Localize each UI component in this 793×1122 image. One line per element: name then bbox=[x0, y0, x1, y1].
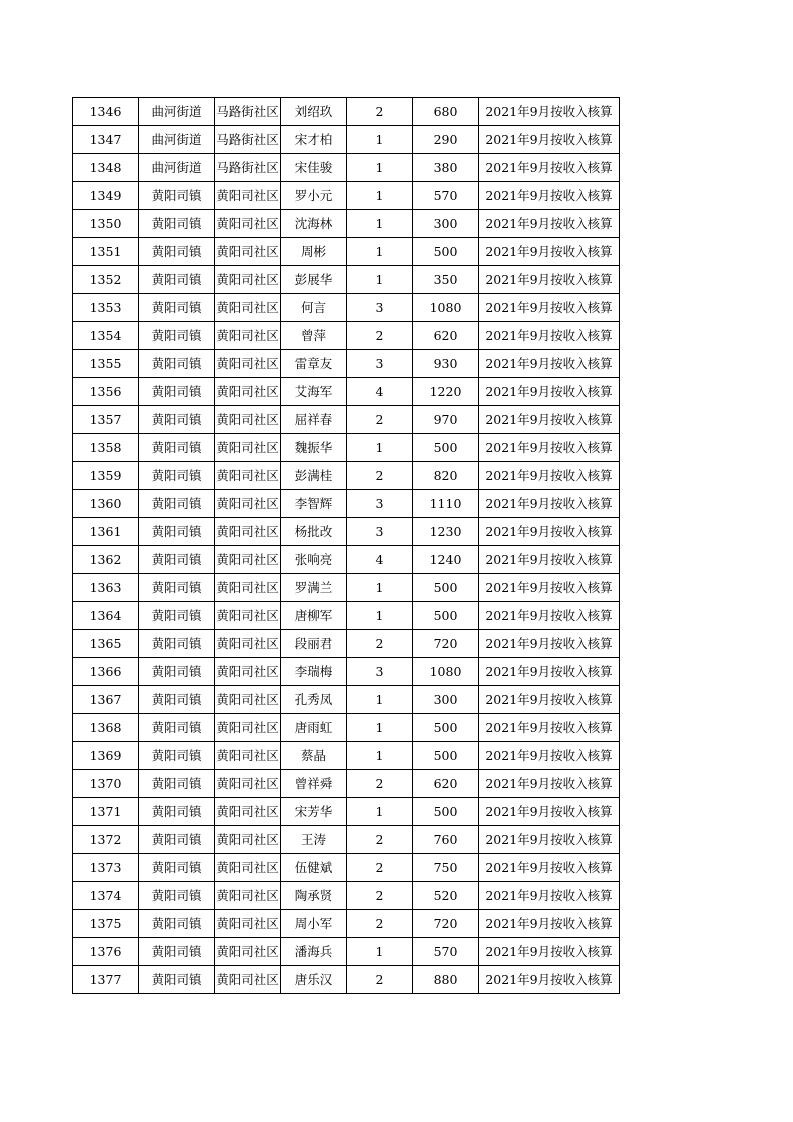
cell-note: 2021年9月按收入核算 bbox=[479, 574, 620, 602]
cell-community: 黄阳司社区 bbox=[215, 406, 281, 434]
cell-amount: 380 bbox=[413, 154, 479, 182]
table-row bbox=[73, 966, 620, 994]
cell-name: 曾萍 bbox=[281, 322, 347, 350]
table-row bbox=[73, 322, 620, 350]
cell-household-count: 1 bbox=[347, 686, 413, 714]
table-row bbox=[73, 350, 620, 378]
table-row bbox=[73, 742, 620, 770]
cell-name: 艾海军 bbox=[281, 378, 347, 406]
cell-amount: 1240 bbox=[413, 546, 479, 574]
cell-name: 杨批改 bbox=[281, 518, 347, 546]
cell-amount: 930 bbox=[413, 350, 479, 378]
cell-amount: 350 bbox=[413, 266, 479, 294]
cell-serial-number: 1375 bbox=[73, 910, 139, 938]
cell-name: 彭展华 bbox=[281, 266, 347, 294]
table-row bbox=[73, 462, 620, 490]
cell-serial-number: 1366 bbox=[73, 658, 139, 686]
cell-household-count: 2 bbox=[347, 910, 413, 938]
cell-name: 宋才柏 bbox=[281, 126, 347, 154]
cell-amount: 880 bbox=[413, 966, 479, 994]
cell-name: 魏振华 bbox=[281, 434, 347, 462]
cell-community: 黄阳司社区 bbox=[215, 770, 281, 798]
cell-amount: 1080 bbox=[413, 658, 479, 686]
cell-note: 2021年9月按收入核算 bbox=[479, 854, 620, 882]
cell-town: 黄阳司镇 bbox=[139, 630, 215, 658]
cell-serial-number: 1364 bbox=[73, 602, 139, 630]
cell-town: 黄阳司镇 bbox=[139, 742, 215, 770]
cell-community: 黄阳司社区 bbox=[215, 798, 281, 826]
cell-household-count: 1 bbox=[347, 238, 413, 266]
cell-household-count: 1 bbox=[347, 742, 413, 770]
cell-household-count: 1 bbox=[347, 154, 413, 182]
cell-household-count: 1 bbox=[347, 798, 413, 826]
cell-town: 黄阳司镇 bbox=[139, 798, 215, 826]
cell-serial-number: 1356 bbox=[73, 378, 139, 406]
cell-community: 黄阳司社区 bbox=[215, 742, 281, 770]
cell-town: 黄阳司镇 bbox=[139, 490, 215, 518]
cell-name: 刘绍玖 bbox=[281, 98, 347, 126]
cell-note: 2021年9月按收入核算 bbox=[479, 686, 620, 714]
cell-serial-number: 1361 bbox=[73, 518, 139, 546]
cell-name: 雷章友 bbox=[281, 350, 347, 378]
cell-household-count: 2 bbox=[347, 854, 413, 882]
cell-town: 黄阳司镇 bbox=[139, 238, 215, 266]
cell-household-count: 1 bbox=[347, 714, 413, 742]
cell-amount: 290 bbox=[413, 126, 479, 154]
cell-household-count: 2 bbox=[347, 966, 413, 994]
table-row bbox=[73, 630, 620, 658]
cell-amount: 500 bbox=[413, 798, 479, 826]
cell-town: 黄阳司镇 bbox=[139, 210, 215, 238]
cell-note: 2021年9月按收入核算 bbox=[479, 658, 620, 686]
cell-household-count: 3 bbox=[347, 518, 413, 546]
cell-serial-number: 1369 bbox=[73, 742, 139, 770]
cell-household-count: 3 bbox=[347, 350, 413, 378]
table-row bbox=[73, 686, 620, 714]
cell-note: 2021年9月按收入核算 bbox=[479, 210, 620, 238]
cell-serial-number: 1360 bbox=[73, 490, 139, 518]
cell-household-count: 1 bbox=[347, 434, 413, 462]
cell-serial-number: 1373 bbox=[73, 854, 139, 882]
cell-name: 唐雨虹 bbox=[281, 714, 347, 742]
cell-town: 黄阳司镇 bbox=[139, 518, 215, 546]
cell-community: 黄阳司社区 bbox=[215, 602, 281, 630]
cell-household-count: 4 bbox=[347, 546, 413, 574]
cell-household-count: 1 bbox=[347, 602, 413, 630]
cell-community: 黄阳司社区 bbox=[215, 518, 281, 546]
cell-note: 2021年9月按收入核算 bbox=[479, 770, 620, 798]
cell-community: 黄阳司社区 bbox=[215, 854, 281, 882]
table-row bbox=[73, 266, 620, 294]
cell-serial-number: 1376 bbox=[73, 938, 139, 966]
cell-amount: 1080 bbox=[413, 294, 479, 322]
cell-amount: 570 bbox=[413, 938, 479, 966]
cell-name: 陶承贤 bbox=[281, 882, 347, 910]
cell-community: 马路街社区 bbox=[215, 126, 281, 154]
cell-serial-number: 1374 bbox=[73, 882, 139, 910]
cell-community: 黄阳司社区 bbox=[215, 630, 281, 658]
cell-serial-number: 1371 bbox=[73, 798, 139, 826]
table-row bbox=[73, 714, 620, 742]
cell-household-count: 3 bbox=[347, 490, 413, 518]
table-row bbox=[73, 826, 620, 854]
cell-community: 黄阳司社区 bbox=[215, 686, 281, 714]
cell-household-count: 2 bbox=[347, 770, 413, 798]
cell-town: 黄阳司镇 bbox=[139, 294, 215, 322]
cell-community: 黄阳司社区 bbox=[215, 182, 281, 210]
cell-amount: 620 bbox=[413, 770, 479, 798]
cell-name: 潘海兵 bbox=[281, 938, 347, 966]
cell-name: 伍健斌 bbox=[281, 854, 347, 882]
cell-town: 黄阳司镇 bbox=[139, 434, 215, 462]
cell-amount: 720 bbox=[413, 630, 479, 658]
table-row bbox=[73, 378, 620, 406]
cell-note: 2021年9月按收入核算 bbox=[479, 182, 620, 210]
cell-amount: 500 bbox=[413, 742, 479, 770]
cell-serial-number: 1363 bbox=[73, 574, 139, 602]
table-row bbox=[73, 182, 620, 210]
cell-serial-number: 1348 bbox=[73, 154, 139, 182]
cell-name: 罗满兰 bbox=[281, 574, 347, 602]
table-row bbox=[73, 154, 620, 182]
cell-name: 罗小元 bbox=[281, 182, 347, 210]
cell-note: 2021年9月按收入核算 bbox=[479, 602, 620, 630]
cell-town: 黄阳司镇 bbox=[139, 322, 215, 350]
cell-town: 黄阳司镇 bbox=[139, 826, 215, 854]
cell-town: 黄阳司镇 bbox=[139, 574, 215, 602]
cell-household-count: 2 bbox=[347, 406, 413, 434]
cell-serial-number: 1365 bbox=[73, 630, 139, 658]
cell-amount: 500 bbox=[413, 238, 479, 266]
cell-town: 黄阳司镇 bbox=[139, 770, 215, 798]
cell-note: 2021年9月按收入核算 bbox=[479, 798, 620, 826]
cell-name: 何言 bbox=[281, 294, 347, 322]
cell-note: 2021年9月按收入核算 bbox=[479, 322, 620, 350]
cell-town: 黄阳司镇 bbox=[139, 966, 215, 994]
cell-name: 屈祥春 bbox=[281, 406, 347, 434]
table-row bbox=[73, 210, 620, 238]
table-row bbox=[73, 854, 620, 882]
cell-amount: 520 bbox=[413, 882, 479, 910]
table-row bbox=[73, 938, 620, 966]
cell-household-count: 2 bbox=[347, 322, 413, 350]
cell-household-count: 2 bbox=[347, 826, 413, 854]
cell-household-count: 1 bbox=[347, 938, 413, 966]
table-row bbox=[73, 602, 620, 630]
table-row bbox=[73, 770, 620, 798]
table-row bbox=[73, 882, 620, 910]
table-row bbox=[73, 126, 620, 154]
cell-note: 2021年9月按收入核算 bbox=[479, 378, 620, 406]
cell-name: 周小军 bbox=[281, 910, 347, 938]
cell-note: 2021年9月按收入核算 bbox=[479, 910, 620, 938]
cell-town: 黄阳司镇 bbox=[139, 882, 215, 910]
cell-community: 黄阳司社区 bbox=[215, 322, 281, 350]
cell-community: 黄阳司社区 bbox=[215, 210, 281, 238]
cell-town: 黄阳司镇 bbox=[139, 938, 215, 966]
cell-town: 黄阳司镇 bbox=[139, 714, 215, 742]
cell-note: 2021年9月按收入核算 bbox=[479, 462, 620, 490]
cell-amount: 500 bbox=[413, 574, 479, 602]
cell-community: 黄阳司社区 bbox=[215, 350, 281, 378]
cell-community: 黄阳司社区 bbox=[215, 490, 281, 518]
cell-serial-number: 1355 bbox=[73, 350, 139, 378]
cell-town: 黄阳司镇 bbox=[139, 462, 215, 490]
cell-note: 2021年9月按收入核算 bbox=[479, 98, 620, 126]
cell-community: 黄阳司社区 bbox=[215, 938, 281, 966]
cell-note: 2021年9月按收入核算 bbox=[479, 742, 620, 770]
cell-community: 黄阳司社区 bbox=[215, 462, 281, 490]
cell-town: 曲河街道 bbox=[139, 126, 215, 154]
cell-serial-number: 1346 bbox=[73, 98, 139, 126]
cell-note: 2021年9月按收入核算 bbox=[479, 966, 620, 994]
cell-note: 2021年9月按收入核算 bbox=[479, 518, 620, 546]
cell-amount: 570 bbox=[413, 182, 479, 210]
table-row bbox=[73, 574, 620, 602]
cell-amount: 500 bbox=[413, 602, 479, 630]
table-row bbox=[73, 490, 620, 518]
cell-name: 彭满桂 bbox=[281, 462, 347, 490]
cell-name: 唐乐汉 bbox=[281, 966, 347, 994]
cell-serial-number: 1372 bbox=[73, 826, 139, 854]
cell-serial-number: 1368 bbox=[73, 714, 139, 742]
cell-household-count: 1 bbox=[347, 210, 413, 238]
cell-community: 马路街社区 bbox=[215, 98, 281, 126]
cell-town: 黄阳司镇 bbox=[139, 854, 215, 882]
cell-town: 黄阳司镇 bbox=[139, 602, 215, 630]
cell-community: 黄阳司社区 bbox=[215, 910, 281, 938]
cell-amount: 1230 bbox=[413, 518, 479, 546]
cell-amount: 680 bbox=[413, 98, 479, 126]
cell-serial-number: 1350 bbox=[73, 210, 139, 238]
cell-note: 2021年9月按收入核算 bbox=[479, 882, 620, 910]
cell-name: 李智辉 bbox=[281, 490, 347, 518]
cell-note: 2021年9月按收入核算 bbox=[479, 630, 620, 658]
cell-serial-number: 1353 bbox=[73, 294, 139, 322]
cell-community: 黄阳司社区 bbox=[215, 546, 281, 574]
cell-household-count: 4 bbox=[347, 378, 413, 406]
cell-amount: 500 bbox=[413, 434, 479, 462]
cell-serial-number: 1358 bbox=[73, 434, 139, 462]
cell-name: 李瑞梅 bbox=[281, 658, 347, 686]
cell-serial-number: 1347 bbox=[73, 126, 139, 154]
cell-serial-number: 1354 bbox=[73, 322, 139, 350]
table-row bbox=[73, 406, 620, 434]
cell-town: 黄阳司镇 bbox=[139, 546, 215, 574]
cell-name: 宋佳骏 bbox=[281, 154, 347, 182]
table-row bbox=[73, 518, 620, 546]
cell-serial-number: 1349 bbox=[73, 182, 139, 210]
cell-name: 张响亮 bbox=[281, 546, 347, 574]
cell-name: 王涛 bbox=[281, 826, 347, 854]
table-row bbox=[73, 98, 620, 126]
cell-note: 2021年9月按收入核算 bbox=[479, 154, 620, 182]
cell-amount: 720 bbox=[413, 910, 479, 938]
cell-community: 黄阳司社区 bbox=[215, 714, 281, 742]
cell-amount: 620 bbox=[413, 322, 479, 350]
cell-note: 2021年9月按收入核算 bbox=[479, 294, 620, 322]
cell-town: 黄阳司镇 bbox=[139, 350, 215, 378]
cell-note: 2021年9月按收入核算 bbox=[479, 126, 620, 154]
cell-serial-number: 1357 bbox=[73, 406, 139, 434]
cell-community: 黄阳司社区 bbox=[215, 378, 281, 406]
cell-household-count: 1 bbox=[347, 126, 413, 154]
cell-household-count: 2 bbox=[347, 882, 413, 910]
cell-household-count: 3 bbox=[347, 294, 413, 322]
cell-community: 黄阳司社区 bbox=[215, 826, 281, 854]
cell-community: 黄阳司社区 bbox=[215, 434, 281, 462]
cell-town: 黄阳司镇 bbox=[139, 406, 215, 434]
cell-town: 黄阳司镇 bbox=[139, 182, 215, 210]
cell-town: 黄阳司镇 bbox=[139, 910, 215, 938]
cell-town: 曲河街道 bbox=[139, 154, 215, 182]
cell-town: 曲河街道 bbox=[139, 98, 215, 126]
cell-serial-number: 1377 bbox=[73, 966, 139, 994]
cell-town: 黄阳司镇 bbox=[139, 266, 215, 294]
cell-serial-number: 1359 bbox=[73, 462, 139, 490]
cell-name: 周彬 bbox=[281, 238, 347, 266]
cell-community: 黄阳司社区 bbox=[215, 574, 281, 602]
cell-town: 黄阳司镇 bbox=[139, 378, 215, 406]
cell-note: 2021年9月按收入核算 bbox=[479, 238, 620, 266]
cell-name: 宋芳华 bbox=[281, 798, 347, 826]
cell-household-count: 1 bbox=[347, 182, 413, 210]
table-row bbox=[73, 546, 620, 574]
cell-community: 黄阳司社区 bbox=[215, 294, 281, 322]
cell-amount: 750 bbox=[413, 854, 479, 882]
cell-amount: 760 bbox=[413, 826, 479, 854]
cell-serial-number: 1351 bbox=[73, 238, 139, 266]
cell-amount: 300 bbox=[413, 210, 479, 238]
cell-community: 马路街社区 bbox=[215, 154, 281, 182]
table-row bbox=[73, 294, 620, 322]
cell-note: 2021年9月按收入核算 bbox=[479, 350, 620, 378]
cell-note: 2021年9月按收入核算 bbox=[479, 938, 620, 966]
cell-serial-number: 1370 bbox=[73, 770, 139, 798]
cell-note: 2021年9月按收入核算 bbox=[479, 406, 620, 434]
cell-household-count: 1 bbox=[347, 574, 413, 602]
cell-note: 2021年9月按收入核算 bbox=[479, 546, 620, 574]
cell-note: 2021年9月按收入核算 bbox=[479, 714, 620, 742]
cell-community: 黄阳司社区 bbox=[215, 266, 281, 294]
table-row bbox=[73, 238, 620, 266]
cell-amount: 300 bbox=[413, 686, 479, 714]
table-body bbox=[73, 98, 620, 994]
cell-name: 孔秀凤 bbox=[281, 686, 347, 714]
cell-household-count: 3 bbox=[347, 658, 413, 686]
cell-household-count: 1 bbox=[347, 266, 413, 294]
cell-community: 黄阳司社区 bbox=[215, 238, 281, 266]
cell-serial-number: 1352 bbox=[73, 266, 139, 294]
cell-note: 2021年9月按收入核算 bbox=[479, 266, 620, 294]
cell-name: 段丽君 bbox=[281, 630, 347, 658]
cell-household-count: 2 bbox=[347, 98, 413, 126]
cell-amount: 500 bbox=[413, 714, 479, 742]
cell-serial-number: 1362 bbox=[73, 546, 139, 574]
table-row bbox=[73, 434, 620, 462]
cell-amount: 970 bbox=[413, 406, 479, 434]
cell-name: 曾祥舜 bbox=[281, 770, 347, 798]
table-row bbox=[73, 910, 620, 938]
cell-note: 2021年9月按收入核算 bbox=[479, 490, 620, 518]
cell-name: 唐柳军 bbox=[281, 602, 347, 630]
cell-household-count: 2 bbox=[347, 630, 413, 658]
table-row bbox=[73, 658, 620, 686]
cell-town: 黄阳司镇 bbox=[139, 686, 215, 714]
cell-community: 黄阳司社区 bbox=[215, 966, 281, 994]
cell-note: 2021年9月按收入核算 bbox=[479, 434, 620, 462]
cell-note: 2021年9月按收入核算 bbox=[479, 826, 620, 854]
cell-community: 黄阳司社区 bbox=[215, 658, 281, 686]
cell-household-count: 2 bbox=[347, 462, 413, 490]
cell-name: 蔡晶 bbox=[281, 742, 347, 770]
cell-amount: 1110 bbox=[413, 490, 479, 518]
cell-name: 沈海林 bbox=[281, 210, 347, 238]
cell-community: 黄阳司社区 bbox=[215, 882, 281, 910]
cell-amount: 820 bbox=[413, 462, 479, 490]
data-table bbox=[72, 97, 620, 994]
cell-serial-number: 1367 bbox=[73, 686, 139, 714]
cell-amount: 1220 bbox=[413, 378, 479, 406]
cell-town: 黄阳司镇 bbox=[139, 658, 215, 686]
table-row bbox=[73, 798, 620, 826]
